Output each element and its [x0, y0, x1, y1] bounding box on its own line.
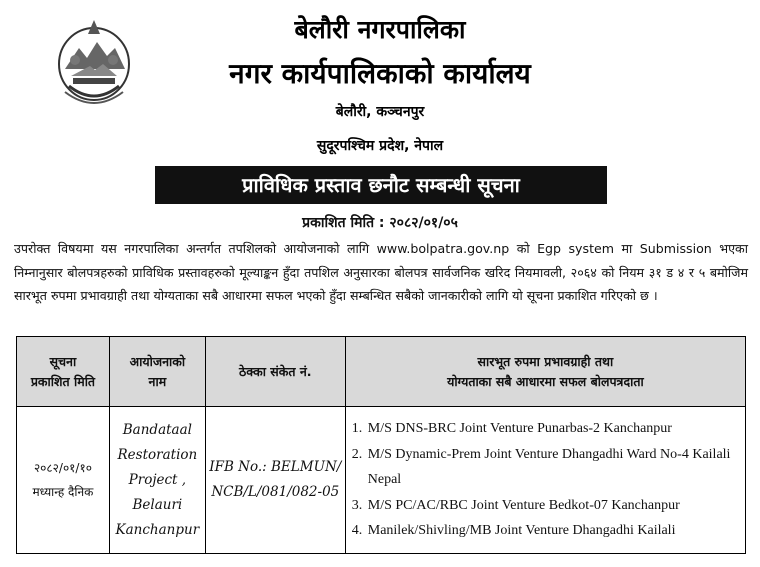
bidder-number: 1. — [351, 421, 363, 437]
header-line: सूचना — [49, 353, 77, 369]
table-header-row — [17, 337, 746, 407]
notice-body: उपरोक्त विषयमा यस नगरपालिका अन्तर्गत तपशिलको आयोजनाको लागि www.bolpatra.gov.np को Egp system मा Submission भएका निम्नानुसार बोलपत्रहरुको प्राविधिक प्रस्तावहरुको मूल्याङ्कन हुँदा तपशिल अनुसारका बोलपत्र सार्वजनिक खरिद नियमावली, २०६४ को नियम ३१ ड ४ र ५ बमोजिम सारभूत रुपमा प्रभावग्राही तथा योग्यताका सबै आधारमा सफल भएको हुँदा सम्बन्धित सबैको जानकारीको लागि यो सूचना प्रकाशित गरिएको छ । — [14, 241, 748, 303]
project-line: Project , — [128, 471, 187, 488]
list-item — [352, 518, 739, 544]
project-line: Belauri — [132, 496, 183, 513]
bidder-number: 2. — [351, 446, 363, 462]
notice-title: प्राविधिक प्रस्ताव छनौट सम्बन्धी सूचना — [155, 166, 607, 204]
header-contract-id — [205, 337, 345, 407]
list-item — [352, 442, 739, 493]
ifb-line: IFB No.: BELMUN/ — [209, 459, 342, 475]
header-line: ठेक्का संकेत नं. — [239, 363, 312, 379]
header-line: प्रकाशित मिति — [30, 373, 96, 389]
bidder-number: 4. — [351, 523, 363, 539]
list-item — [352, 416, 739, 442]
newspaper-name: मध्यान्ह दैनिक — [32, 485, 94, 499]
project-line: Restoration — [117, 446, 198, 463]
header-line: सारभूत रुपमा प्रभावग्राही तथा — [477, 353, 614, 369]
office-name: नगर कार्यपालिकाको कार्यालय — [229, 57, 531, 90]
bidder-name: M/S Dynamic-Prem Joint Venture Dhangadhi Ward No-4 Kailali Nepal — [367, 446, 731, 488]
header-successful-bidders — [345, 337, 745, 407]
office-location: बेलौरी, कञ्चनपुर — [335, 104, 425, 120]
cell-notice-date — [17, 407, 110, 554]
project-line: Bandataal — [122, 421, 192, 438]
office-province: सुदूरपश्चिम प्रदेश, नेपाल — [316, 138, 444, 154]
published-date: प्रकाशित मिति : २०८२/०१/०५ — [302, 215, 458, 231]
cell-project-name — [109, 407, 205, 554]
header-line: योग्यताका सबै आधारमा सफल बोलपत्रदाता — [447, 373, 644, 389]
header-line: आयोजनाको — [129, 353, 186, 369]
bidder-list — [352, 416, 739, 544]
bidder-name: M/S DNS-BRC Joint Venture Punarbas-2 Kanchanpur — [367, 421, 672, 437]
cell-contract-id — [205, 407, 345, 554]
award-table — [16, 336, 746, 554]
list-item — [352, 493, 739, 519]
bidder-name: Manilek/Shivling/MB Joint Venture Dhangadhi Kailali — [367, 523, 676, 539]
cell-successful-bidders — [345, 407, 745, 554]
project-line: Kanchanpur — [115, 521, 200, 538]
table-row — [17, 407, 746, 554]
municipality-name: बेलौरी नगरपालिका — [294, 15, 466, 44]
header-notice-date — [17, 337, 110, 407]
header-line: नाम — [148, 373, 167, 389]
date-value: २०८२/०१/१० — [33, 461, 92, 475]
ifb-line: NCB/L/081/082-05 — [211, 484, 340, 500]
bidder-name: M/S PC/AC/RBC Joint Venture Bedkot-07 Kanchanpur — [367, 497, 680, 513]
header-project-name — [109, 337, 205, 407]
bidder-number: 3. — [351, 497, 363, 513]
